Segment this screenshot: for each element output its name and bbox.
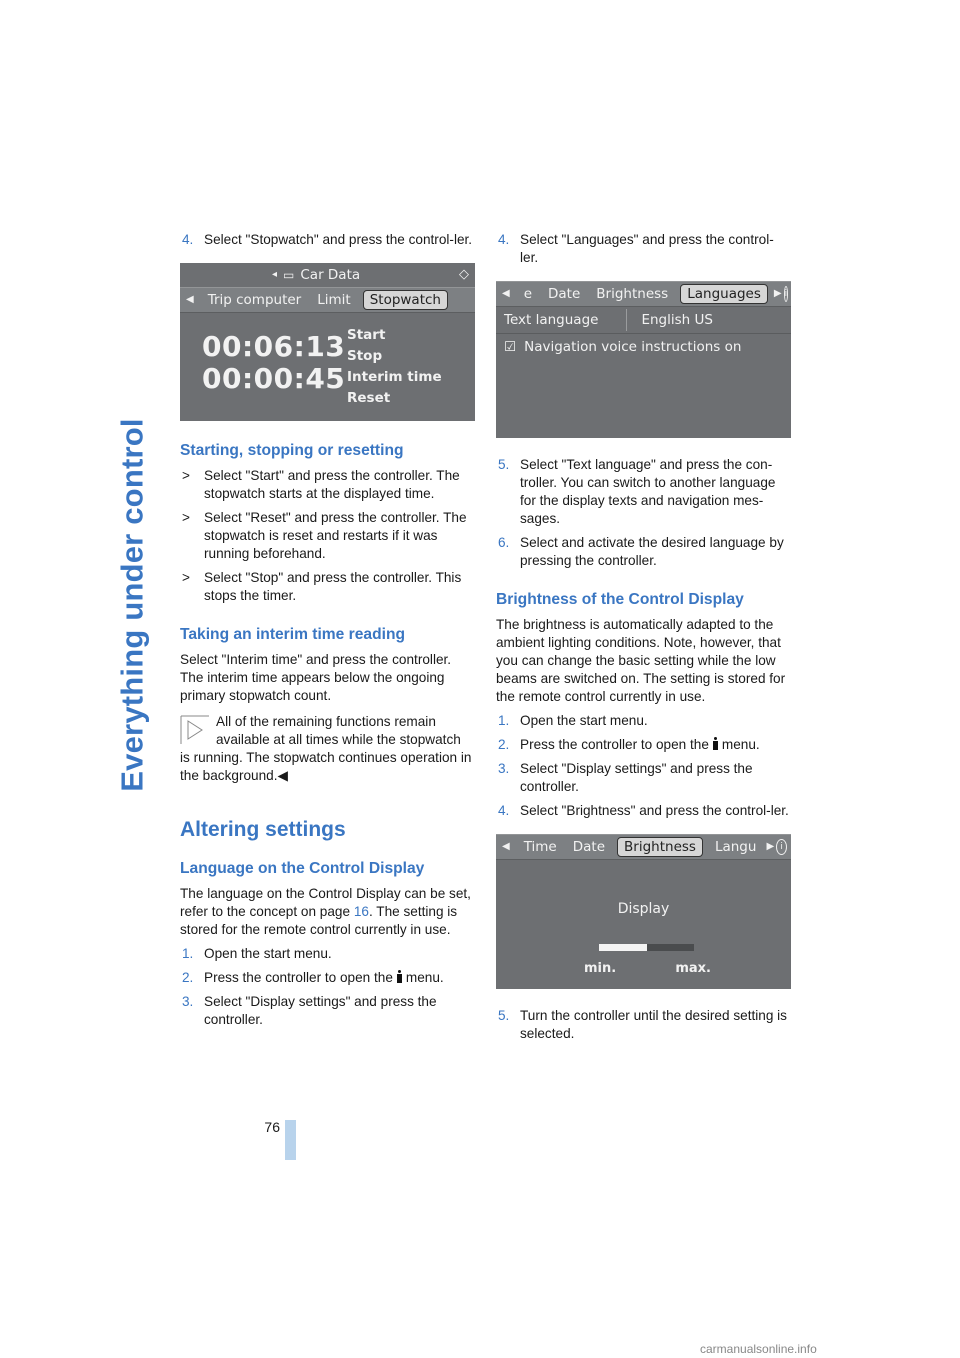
navigation-voice-row: ☑ Navigation voice instructions on	[496, 334, 791, 360]
languages-screenshot	[496, 281, 791, 438]
info-icon	[712, 737, 719, 750]
step-item: 5. Select "Text language" and press the con-troller. You can switch to another language for the display texts and navigation mes-sages.	[498, 457, 776, 526]
step-item: 4. Select "Stopwatch" and press the control-ler.	[182, 232, 473, 247]
step-item: 4. Select "Brightness" and press the control-ler.	[498, 803, 789, 818]
note-block	[180, 713, 475, 785]
screen-tabs	[180, 287, 475, 313]
language-paragraph: The language on the Control Display can be set, refer to the concept on page 16. The setting is stored for the remote control currently in use.	[180, 886, 471, 937]
right-arrow-icon: ▶	[766, 841, 775, 852]
tab-trip-computer: Trip computer	[207, 292, 302, 308]
primary-time: 00:06:13	[202, 330, 346, 363]
right-arrow-icon: ▶	[773, 288, 782, 299]
step-item: 1. Open the start menu.	[498, 713, 648, 728]
watermark: carmanualsonline.info	[700, 1342, 817, 1356]
tab-date: Date	[548, 286, 581, 302]
tab-time: Time	[523, 839, 557, 855]
page-marker-bar	[285, 1120, 296, 1160]
bullet-item: > Select "Start" and press the controller. The stopwatch starts at the displayed time.	[182, 468, 460, 501]
brightness-range	[584, 960, 711, 978]
left-arrow-icon: ◀	[502, 288, 510, 299]
info-icon	[396, 970, 403, 983]
screen-header	[180, 263, 475, 287]
step-item: 3. Select "Display settings" and press the controller.	[182, 994, 437, 1027]
page-link[interactable]: 16	[353, 904, 369, 919]
brightness-slider	[599, 944, 694, 951]
stopwatch-screenshot	[180, 263, 475, 421]
menu-reset: Reset	[347, 390, 391, 406]
step-item: 6. Select and activate the desired language by pressing the controller.	[498, 535, 784, 568]
screen-title: Car Data	[300, 267, 361, 283]
note-rest: is running. The stopwatch continues operation in the background.◀	[180, 750, 472, 783]
checkmark-icon: ☑	[504, 339, 517, 355]
stopwatch-menu	[347, 325, 442, 407]
stopwatch-body	[180, 313, 475, 421]
info-circle-icon: i	[776, 839, 787, 855]
step-item: 2. Press the controller to open the menu.	[182, 970, 444, 985]
note-second-line: available at all times while the stopwatch	[216, 732, 461, 747]
brightness-level-fill	[599, 944, 647, 951]
menu-start: Start	[347, 327, 386, 343]
control-icon: ◇	[459, 267, 469, 282]
note-first-line: All of the remaining functions remain	[216, 714, 436, 729]
bullet-item: > Select "Reset" and press the controller. The stopwatch is reset and restarts if it was running beforehand.	[182, 510, 467, 561]
stopwatch-times	[202, 325, 347, 407]
left-column	[180, 231, 475, 1035]
info-circle-icon: i	[784, 286, 789, 302]
tab-limit: Limit	[317, 292, 351, 308]
step-item: 5. Turn the controller until the desired setting is selected.	[498, 1008, 787, 1041]
step-item: 4. Select "Languages" and press the control-ler.	[498, 232, 774, 265]
heading-starting: Starting, stopping or resetting	[180, 442, 404, 459]
tab-languages: Languages	[680, 284, 768, 304]
left-arrow-icon: ◀	[186, 294, 194, 305]
menu-stop: Stop	[347, 348, 383, 364]
step-item: 2. Press the controller to open the menu.	[498, 737, 760, 752]
max-label: max.	[675, 961, 711, 976]
section-title-altering: Altering settings	[180, 818, 346, 841]
min-label: min.	[584, 961, 617, 976]
tab-languages-truncated: Langu	[714, 839, 757, 855]
tab-date: Date	[572, 839, 606, 855]
text-language-row: Text language English US	[496, 307, 791, 334]
page-number: 76	[264, 1119, 280, 1135]
brightness-body	[496, 860, 791, 986]
interim-paragraph: Select "Interim time" and press the controller. The interim time appears below the ongoing primary stopwatch count.	[180, 652, 452, 703]
screen-tabs	[496, 834, 791, 860]
tab-truncated: e	[523, 286, 533, 302]
menu-interim-time: Interim time	[347, 369, 442, 385]
brightness-screenshot	[496, 834, 791, 989]
screen-tabs	[496, 281, 791, 307]
step-item: 3. Select "Display settings" and press the controller.	[498, 761, 753, 794]
tab-brightness: Brightness	[617, 837, 703, 857]
heading-interim: Taking an interim time reading	[180, 626, 405, 643]
sidebar-chapter-title: Everything under control	[115, 418, 150, 792]
left-arrow-icon: ◀	[502, 841, 510, 852]
display-label: Display	[617, 901, 670, 917]
monitor-icon: ▭	[283, 268, 295, 282]
note-triangle-icon	[180, 715, 210, 745]
right-column	[496, 231, 791, 1049]
tab-brightness: Brightness	[596, 286, 669, 302]
tab-stopwatch: Stopwatch	[363, 290, 448, 310]
left-arrow-icon: ◂	[272, 269, 278, 280]
bullet-item: > Select "Stop" and press the controller. This stops the timer.	[182, 570, 462, 603]
brightness-paragraph: The brightness is automatically adapted to the ambient lighting conditions. Note, however, that you can change the basic setting while the low beams are switched on. The setting is stored for the remote control currently in use.	[496, 617, 786, 704]
end-marker: ◀	[277, 768, 288, 783]
heading-brightness: Brightness of the Control Display	[496, 591, 744, 608]
heading-language: Language on the Control Display	[180, 860, 425, 877]
step-item: 1. Open the start menu.	[182, 946, 332, 961]
interim-time: 00:00:45	[202, 362, 346, 395]
